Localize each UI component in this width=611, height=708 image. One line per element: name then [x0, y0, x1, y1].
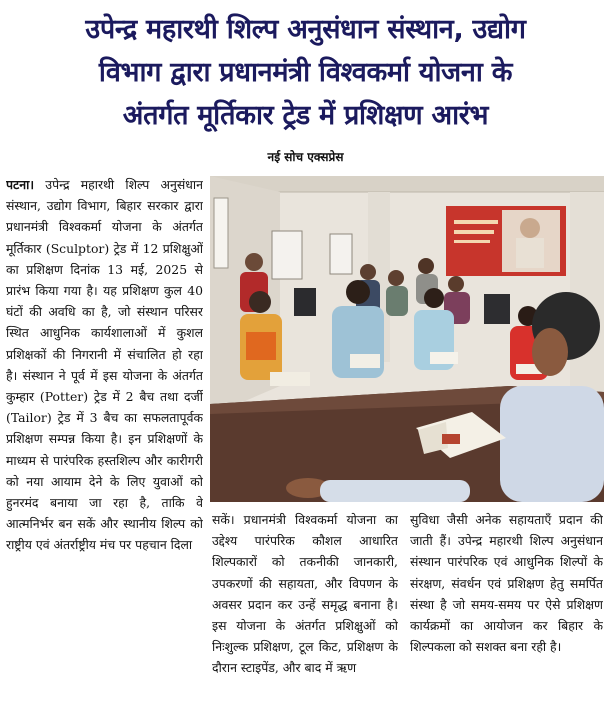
headline-line-2: विभाग द्वारा प्रधानमंत्री विश्वकर्मा योजना के [98, 57, 513, 88]
training-photo [210, 176, 604, 502]
headline-line-3: अंतर्गत मूर्तिकार ट्रेड में प्रशिक्षण आरंभ [122, 100, 489, 131]
headline [8, 8, 603, 137]
article-column-3 [410, 509, 603, 679]
byline: नई सोच एक्सप्रेस [267, 150, 344, 164]
dateline: पटना। [6, 177, 35, 192]
article-column-2 [212, 509, 398, 679]
headline-line-1: उपेन्द्र महारथी शिल्प अनुसंधान संस्थान, उद्योग [85, 14, 526, 45]
column-3-text: सुविधा जैसी अनेक सहायताएँ प्रदान की जाती हैं। उपेन्द्र महारथी शिल्प अनुसंधान संस्थान पारंपरिक एवं आधुनिक शिल्पों के संरक्षण, संवर्धन एवं प्रशिक्षण हेतु समर्पित संस्था है जो समय-समय पर ऐसे प्रशिक्षण कार्यक्रमों का आयोजन कर बिहार के शिल्पकला को सशक्त बना रही है। [410, 512, 603, 655]
column-2-text: सकें। प्रधानमंत्री विश्वकर्मा योजना का उद्देश्य पारंपरिक कौशल आधारित शिल्पकारों को तकनीकी जानकारी, उपकरणों की सहायता, और विपणन के अवसर प्रदान कर उन्हें समृद्ध बनाना है। इस योजना के अंतर्गत प्रशिक्षुओं को निःशुल्क प्रशिक्षण, टूल किट, प्रशिक्षण के दौरान स्टाइपेंड, और बाद में ऋण [212, 512, 398, 676]
column-1-text: उपेन्द्र महारथी शिल्प अनुसंधान संस्थान, उद्योग विभाग, बिहार सरकार द्वारा प्रधानमंत्री विश्वकर्मा योजना के अंतर्गत मूर्तिकार (Sculptor) ट्रेड में 12 प्रशिक्षुओं का प्रशिक्षण दिनांक 13 मई, 2025 से प्रारंभ किया गया है। यह प्रशिक्षण कुल 40 घंटों की अवधि का है, जो संस्थान परिसर स्थित आधुनिक कार्यशालाओं में कुशल प्रशिक्षकों की निगरानी में संचालित हो रहा है। संस्थान ने पूर्व में इस योजना के अंतर्गत कुम्हार (Potter) ट्रेड में 2 बैच तथा दर्जी (Tailor) ट्रेड में 3 बैच का सफलतापूर्वक प्रशिक्षण सम्पन्न किया है। इन प्रशिक्षणों के माध्यम से पारंपरिक हस्तशिल्प और कारीगरी को नया आयाम देने के लिए युवाओं को हुनरमंद बनाया जा रहा है, ताकि वे आत्मनिर्भर बन सकें और स्थानीय शिल्प को राष्ट्रीय एवं अंतर्राष्ट्रीय मंच पर पहचान दिला [6, 177, 203, 553]
article-column-1 [6, 174, 203, 674]
